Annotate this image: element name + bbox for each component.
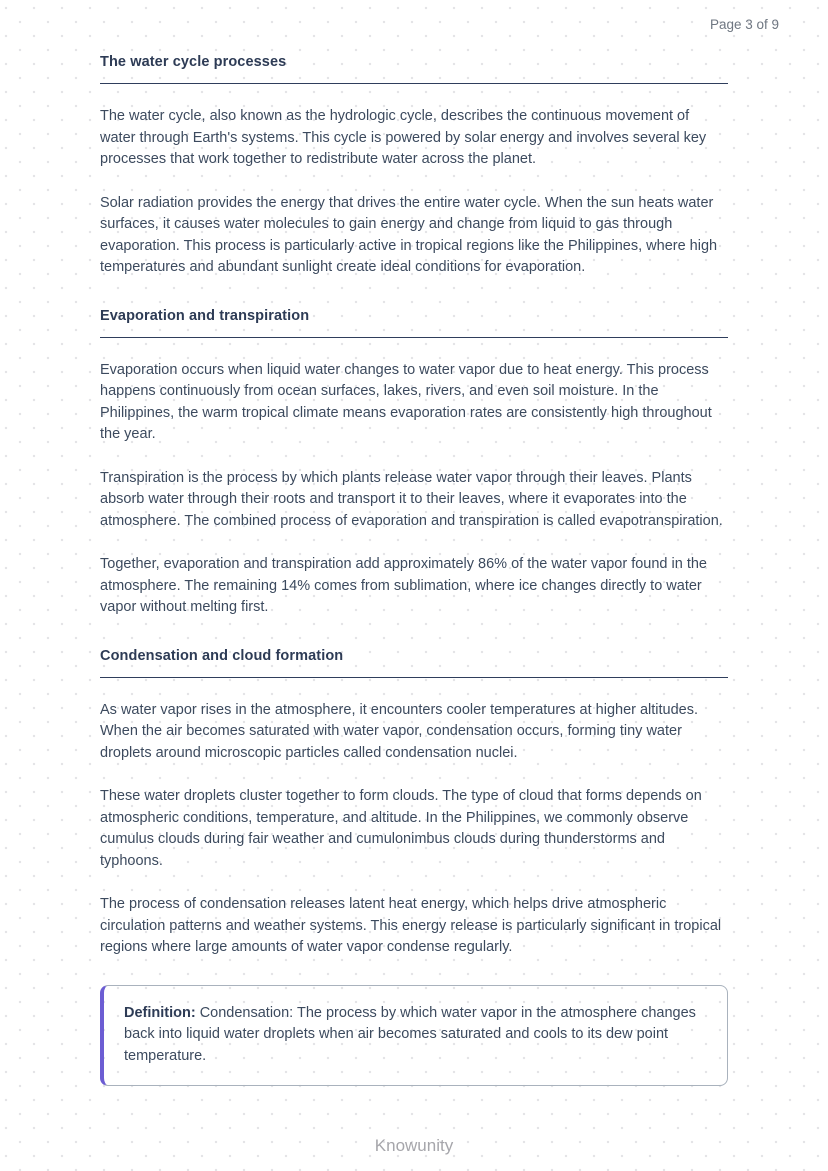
footer-brand: Knowunity — [374, 1136, 454, 1155]
section-water-cycle-processes — [100, 54, 728, 279]
paragraph: The process of condensation releases latent heat energy, which helps drive atmospheric circulation patterns and weather systems. This energy release is particularly significant in tropical regions where large amounts of water vapor condense regularly. — [100, 896, 722, 955]
heading-rule — [100, 337, 728, 338]
paragraph: The water cycle, also known as the hydrologic cycle, describes the continuous movement of water through Earth's systems. This cycle is powered by solar energy and involves several key processes that work together to redistribute water across the planet. — [100, 108, 707, 167]
section-condensation-cloud-formation — [100, 648, 728, 959]
section-heading: Condensation and cloud formation — [100, 647, 344, 664]
section-evaporation-transpiration — [100, 308, 728, 619]
paragraph: Together, evaporation and transpiration add approximately 86% of the water vapor found in the atmosphere. The remaining 14% comes from sublimation, where ice changes directly to water vapor without melting first. — [100, 556, 707, 615]
paragraph: Evaporation occurs when liquid water changes to water vapor due to heat energy. This process happens continuously from ocean surfaces, lakes, rivers, and even soil moisture. In the Philippines, the warm tropical climate means evaporation rates are consistently high throughout the year. — [100, 361, 712, 442]
heading-rule — [100, 677, 728, 678]
paragraph: Transpiration is the process by which plants release water vapor through their leaves. Plants absorb water through their roots and transport it to their leaves, where it evaporates into the atmosphere. The combined process of evaporation and transpiration is called evapotranspiration. — [100, 469, 723, 529]
definition-body: Condensation: The process by which water vapor in the atmosphere changes back into liquid water droplets when air becomes saturated and cools to its dew point temperature. — [124, 1004, 696, 1064]
heading-rule — [100, 83, 728, 84]
definition-box — [100, 985, 728, 1087]
paragraph: Solar radiation provides the energy that drives the entire water cycle. When the sun heats water surfaces, it causes water molecules to gain energy and change from liquid to gas through evaporation. This process is particularly active in tropical regions like the Philippines, where high temperatures and abundant sunlight create ideal conditions for evaporation. — [100, 194, 718, 275]
page-number: Page 3 of 9 — [709, 17, 779, 32]
paragraph: As water vapor rises in the atmosphere, it encounters cooler temperatures at higher altitudes. When the air becomes saturated with water vapor, condensation occurs, forming tiny water droplets around microscopic particles called condensation nuclei. — [100, 701, 699, 761]
definition-label: Definition: — [124, 1004, 196, 1021]
section-heading: The water cycle processes — [100, 54, 287, 70]
definition-text — [124, 1003, 703, 1068]
section-heading: Evaporation and transpiration — [100, 307, 310, 324]
document-content — [100, 54, 728, 1086]
paragraph: These water droplets cluster together to form clouds. The type of cloud that forms depends on atmospheric conditions, temperature, and altitude. In the Philippines, we commonly observe cumulus clouds during fair weather and cumulonimbus clouds during thunderstorms and typhoons. — [100, 788, 702, 869]
